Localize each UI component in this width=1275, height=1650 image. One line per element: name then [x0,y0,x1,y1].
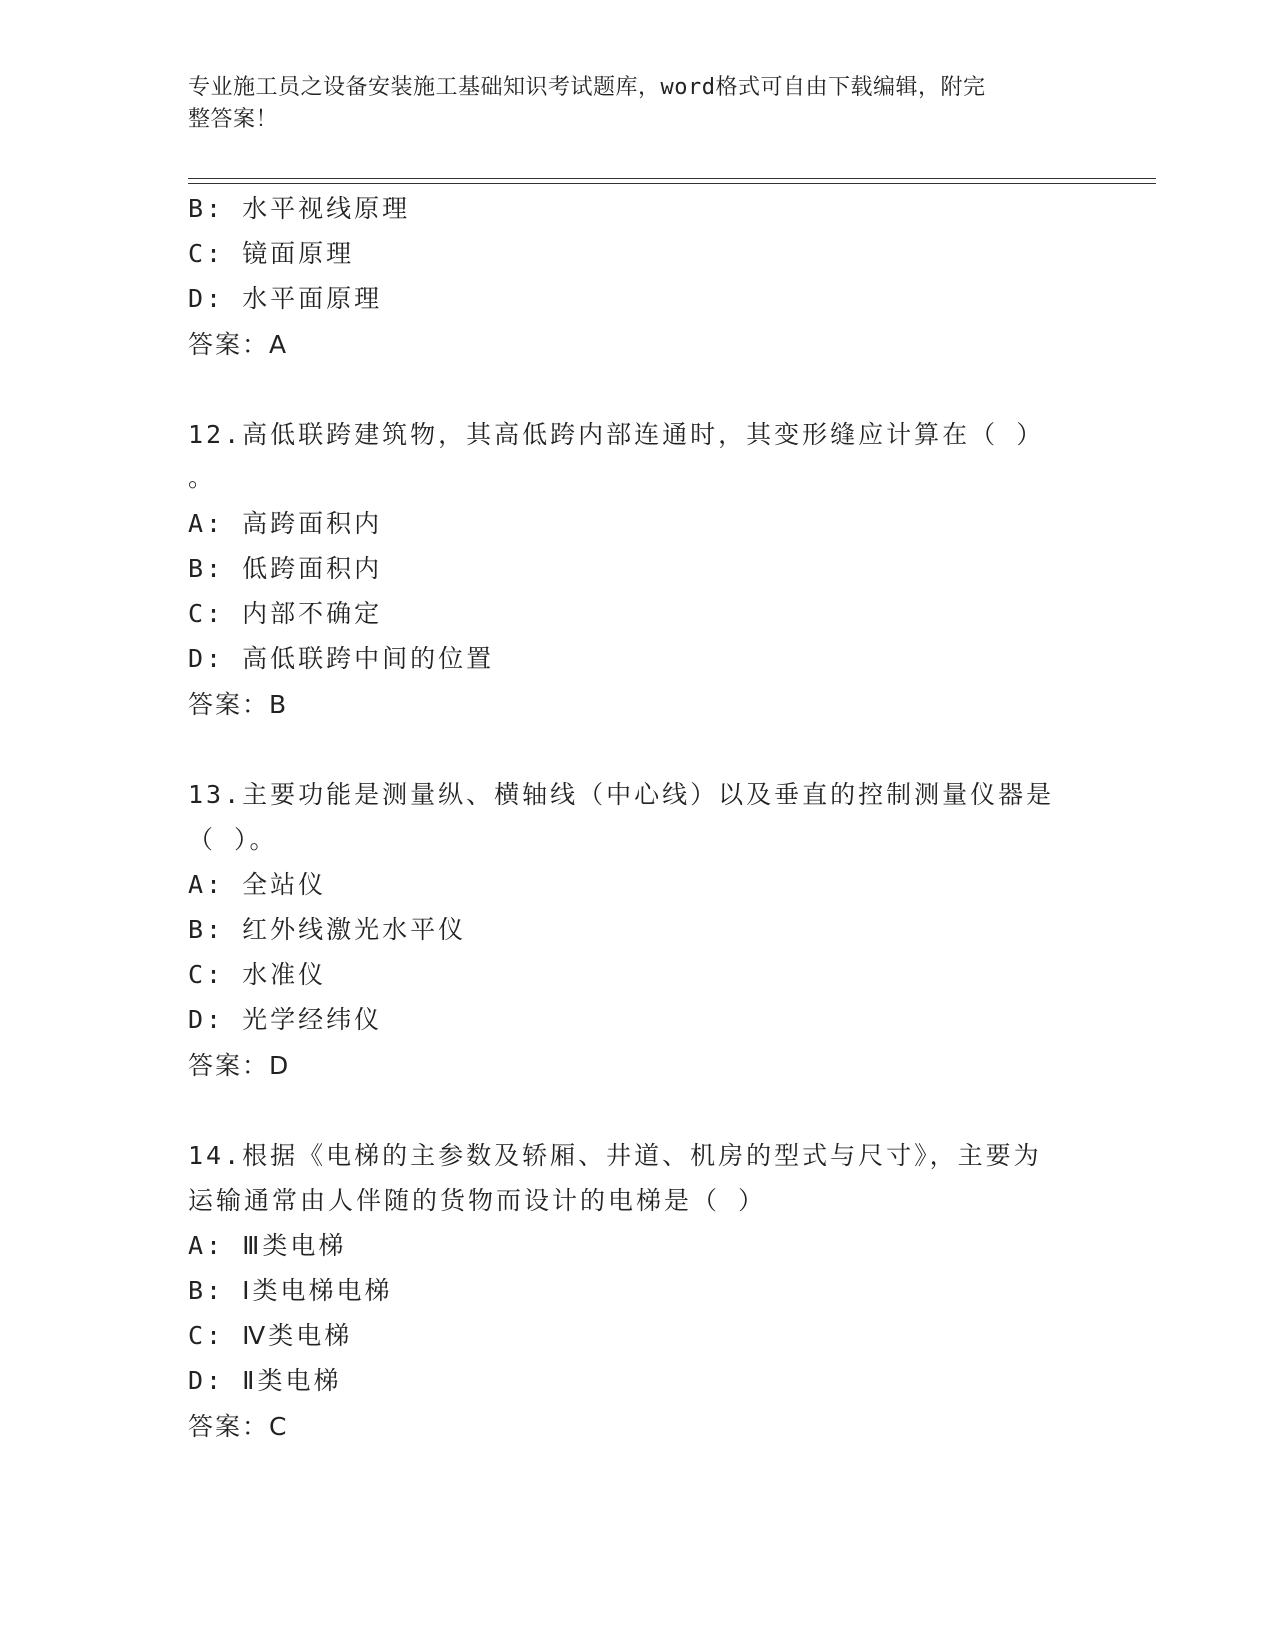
question-14-stem-line-2: 运输通常由人伴随的货物而设计的电梯是（ ） [188,1186,767,1215]
question-12-option-a: A: 高跨面积内 [188,509,383,538]
answer-line [188,330,286,360]
question-14-option-c: C: Ⅳ类电梯 [188,1321,353,1350]
answer-label: 答案： [188,330,270,359]
question-13-answer [188,1051,288,1081]
answer-value: A [269,330,287,359]
question-13-option-d: D: 光学经纬仪 [188,1005,383,1034]
question-12-option-b: B: 低跨面积内 [188,554,383,583]
option-d: D: 水平面原理 [188,284,383,313]
question-12-stem-line-1: 12.高低联跨建筑物，其高低跨内部连通时，其变形缝应计算在（ ） [188,420,1045,449]
header-divider-top [188,178,1156,179]
question-12-option-c: C: 内部不确定 [188,599,383,628]
document-header [188,72,1088,136]
answer-label: 答案： [188,690,270,719]
question-14-stem-line-1: 14.根据《电梯的主参数及轿厢、井道、机房的型式与尺寸》，主要为 [188,1141,1042,1170]
question-13-option-a: A: 全站仪 [188,870,327,899]
option-b: B: 水平视线原理 [188,194,411,223]
answer-value: C [269,1412,287,1441]
answer-label: 答案： [188,1412,270,1441]
answer-label: 答案： [188,1051,270,1080]
question-12-stem-line-2: 。 [188,463,217,492]
header-line-2: 整答案！ [188,107,279,132]
question-12-option-d: D: 高低联跨中间的位置 [188,644,495,673]
question-13-option-c: C: 水准仪 [188,960,327,989]
answer-value: B [269,690,287,719]
question-12-answer [188,690,286,720]
answer-value: D [269,1051,289,1080]
question-13-stem-line-2: （ ）。 [188,825,278,854]
question-13-stem-line-1: 13.主要功能是测量纵、横轴线（中心线）以及垂直的控制测量仪器是 [188,780,1055,809]
question-13-option-b: B: 红外线激光水平仪 [188,915,467,944]
header-line-1: 专业施工员之设备安装施工基础知识考试题库，word格式可自由下载编辑，附完 [188,75,986,100]
option-c: C: 镜面原理 [188,239,355,268]
question-14-answer [188,1412,286,1442]
question-14-option-a: A: Ⅲ类电梯 [188,1231,347,1260]
question-14-option-d: D: Ⅱ类电梯 [188,1366,342,1395]
question-14-option-b: B: Ⅰ类电梯电梯 [188,1276,393,1305]
header-divider-bottom [188,183,1156,184]
